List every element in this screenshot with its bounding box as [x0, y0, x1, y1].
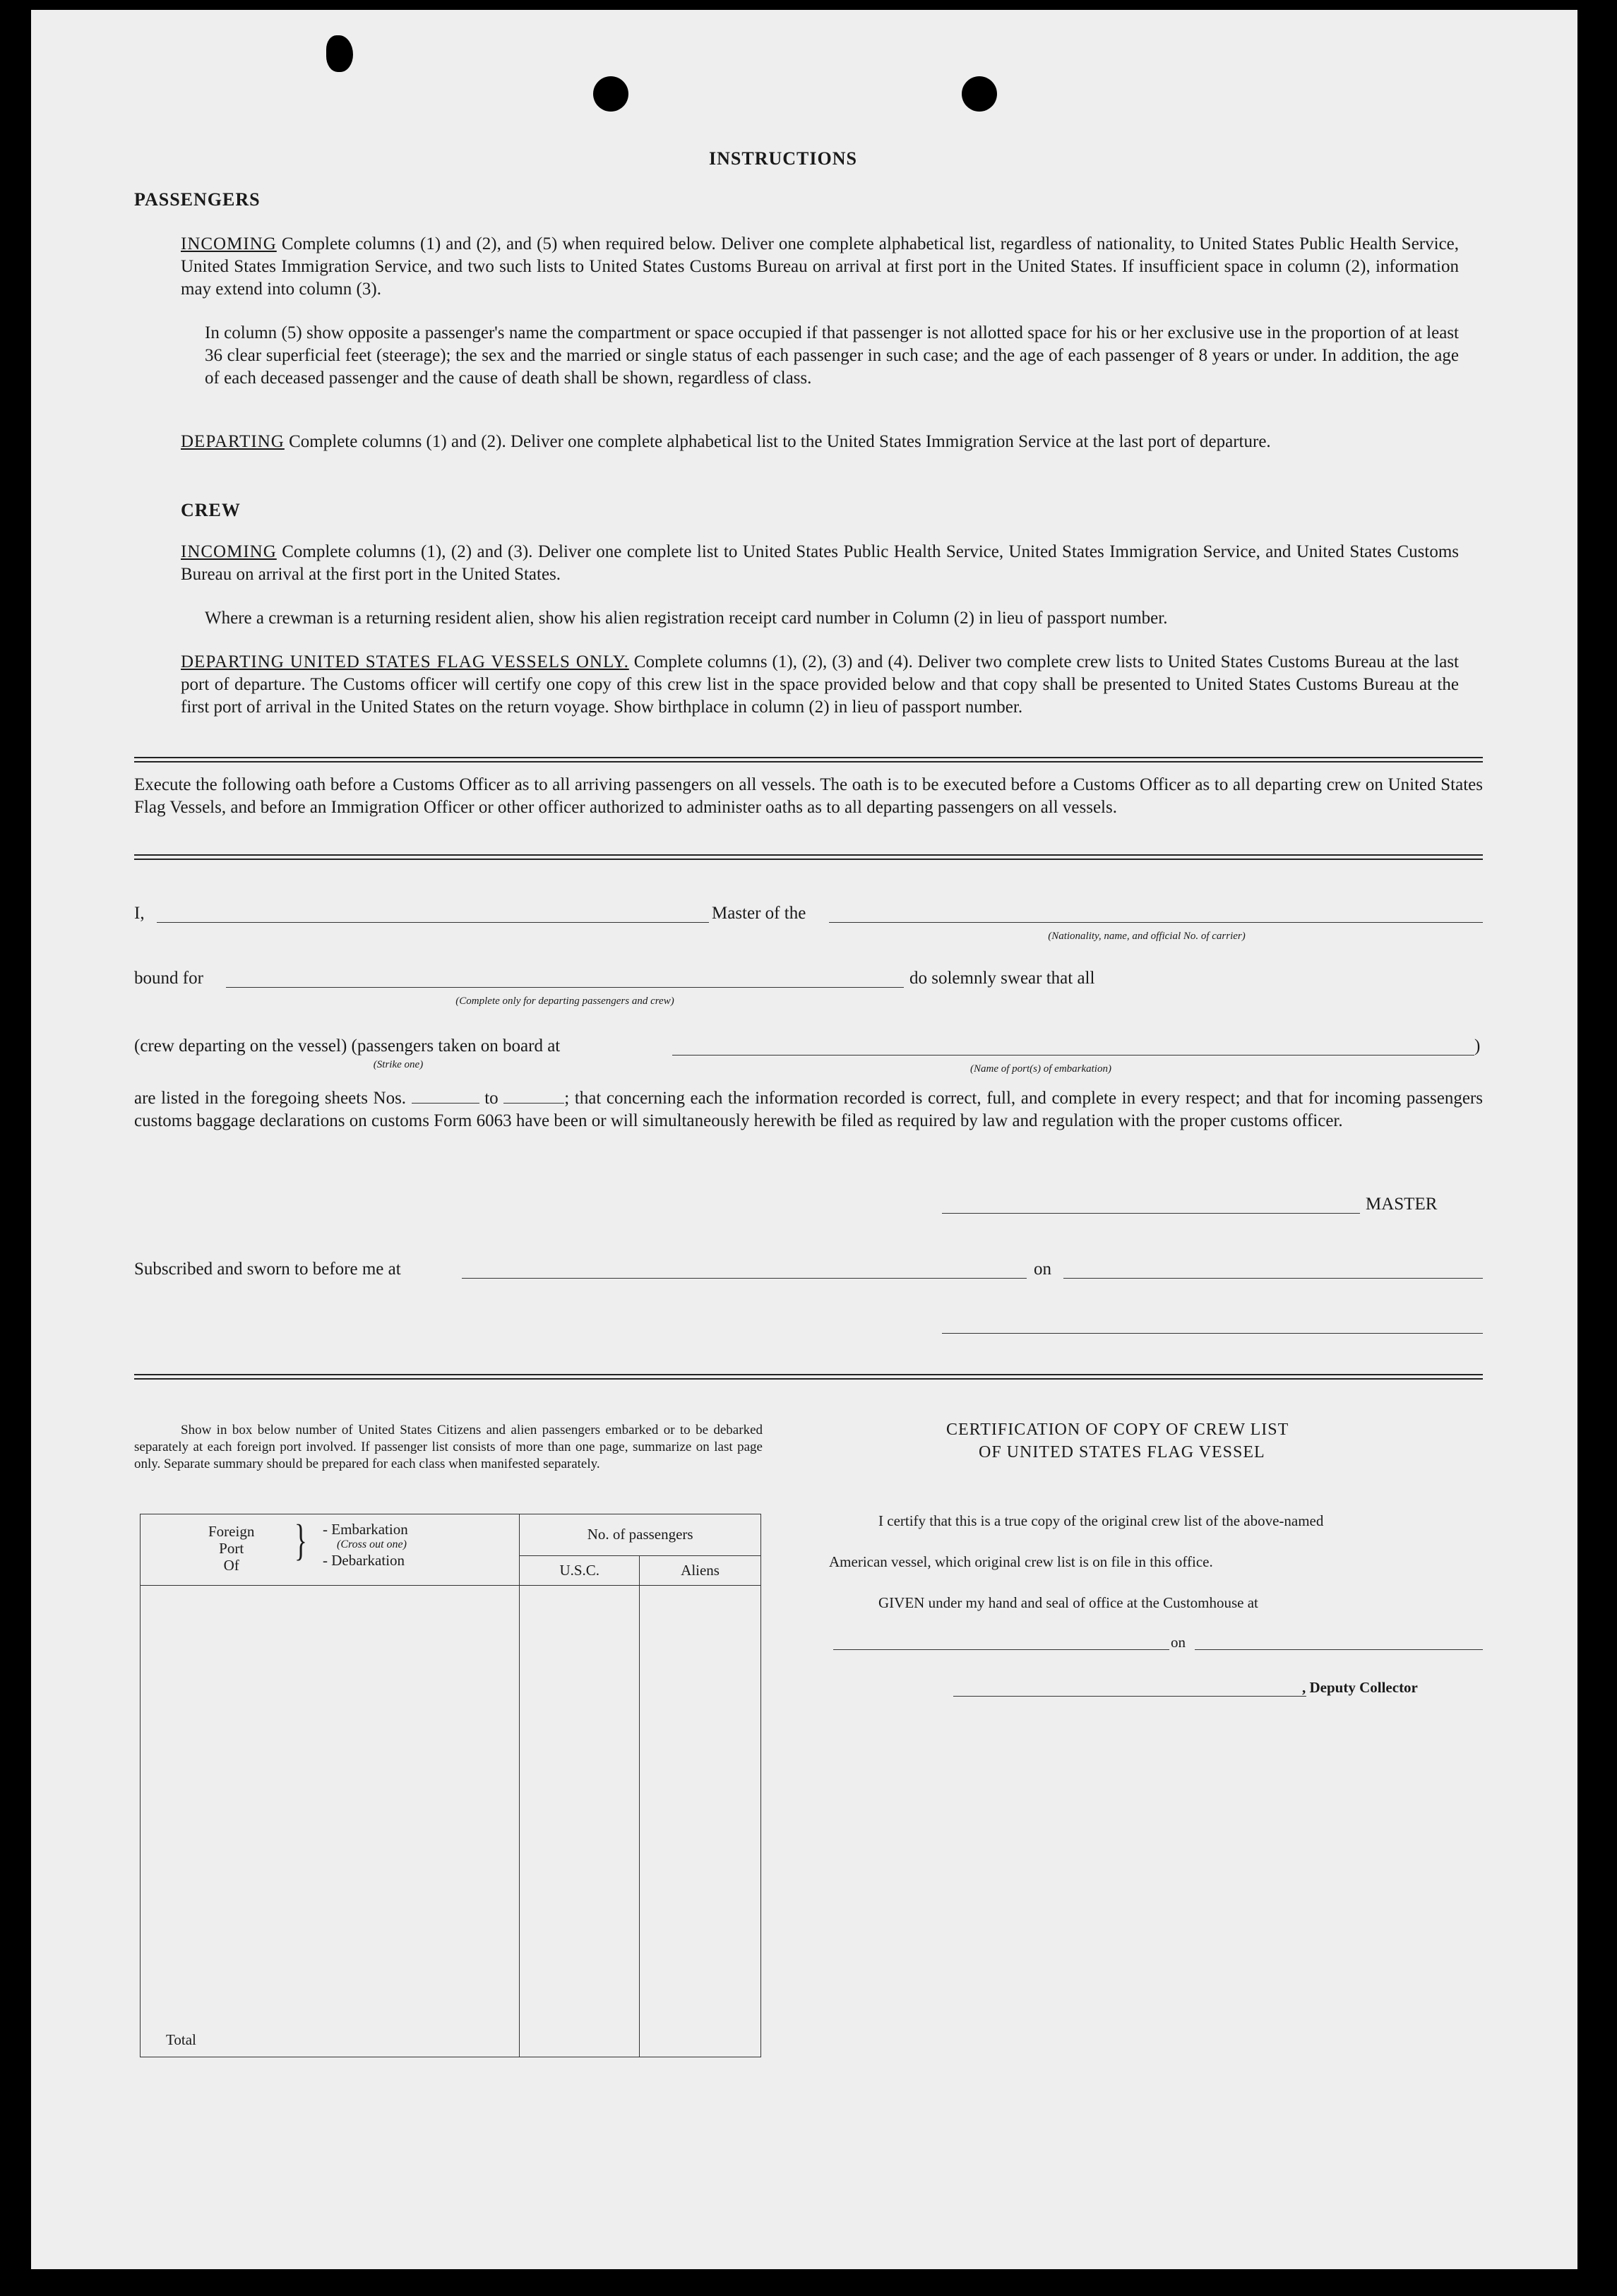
oath-i-label: I,: [134, 904, 145, 923]
aliens-cell[interactable]: [640, 1761, 761, 1805]
usc-cell[interactable]: [520, 1936, 640, 1980]
usc-cell[interactable]: [520, 1673, 640, 1717]
summary-row: [141, 1848, 761, 1892]
port-cell[interactable]: [141, 1586, 520, 1630]
aliens-cell[interactable]: [640, 1673, 761, 1717]
passengers-departing-text: Complete columns (1) and (2). Deliver one complete alphabetical list to the United States Immigration Service at the last port of departure.: [289, 432, 1271, 451]
of-label: Of: [223, 1557, 239, 1574]
aliens-cell[interactable]: [640, 1805, 761, 1848]
subscribed-place-line[interactable]: [462, 1278, 1027, 1279]
total-label: [141, 2023, 520, 2057]
summary-row: [141, 1805, 761, 1848]
embarkation-port-caption: (Name of port(s) of embarkation): [970, 1063, 1111, 1075]
aliens-cell[interactable]: [640, 1717, 761, 1761]
aliens-cell[interactable]: [640, 1980, 761, 2023]
port-cell[interactable]: [141, 1848, 520, 1892]
total-text: Total: [166, 2031, 196, 2048]
officer-signature-line[interactable]: [942, 1333, 1483, 1334]
deputy-signature-line[interactable]: [953, 1696, 1306, 1697]
master-signature-line[interactable]: [942, 1213, 1360, 1214]
aliens-cell[interactable]: [640, 1848, 761, 1892]
port-cell[interactable]: [141, 1980, 520, 2023]
listed-to: to: [484, 1089, 499, 1108]
summary-row: [141, 1892, 761, 1936]
section-divider: [134, 757, 1483, 763]
port-cell[interactable]: [141, 1717, 520, 1761]
foreign-label: Foreign: [208, 1523, 255, 1540]
punch-hole-left: [593, 76, 628, 112]
master-of-label: Master of the: [709, 904, 808, 923]
passenger-summary-table: [140, 1514, 761, 2057]
certification-on-label: on: [1171, 1634, 1186, 1651]
summary-row: [141, 1761, 761, 1805]
summary-row: [141, 1717, 761, 1761]
usc-cell[interactable]: [520, 1848, 640, 1892]
port-label: Port: [219, 1540, 244, 1557]
usc-cell[interactable]: [520, 1980, 640, 2023]
usc-cell[interactable]: [520, 1630, 640, 1673]
port-cell[interactable]: [141, 1936, 520, 1980]
subscribed-on-label: on: [1034, 1260, 1051, 1279]
usc-cell[interactable]: [520, 1805, 640, 1848]
crew-incoming-label: INCOMING: [181, 542, 277, 561]
summary-instructions: Show in box below number of United States Citizens and alien passengers embarked or to be debarked separately at each foreign port involved. If passenger list consists of more than one page, summarize on last page only. Separate summary should be prepared for each class when manifested separately.: [134, 1423, 763, 1471]
passengers-departing-label: DEPARTING: [181, 432, 285, 451]
usc-cell[interactable]: [520, 1586, 640, 1630]
crew-heading: CREW: [181, 500, 241, 520]
deputy-collector-label: , Deputy Collector: [1302, 1679, 1418, 1696]
oath-divider: [134, 854, 1483, 860]
summary-row: [141, 1936, 761, 1980]
total-aliens-cell[interactable]: [640, 2023, 761, 2057]
bound-for-line[interactable]: [226, 987, 904, 988]
passengers-incoming-text: Complete columns (1) and (2), and (5) when required below. Deliver one complete alphabetical list, regardless of nationality, to United States Public Health Service, United States Immigration Service, and two such lists to United States Customs Bureau on arrival at first port in the United States. If insufficient space in column (2), information may extend into column (3).: [181, 234, 1460, 299]
total-usc-cell[interactable]: [520, 2023, 640, 2057]
embarkation-port-line[interactable]: [672, 1055, 1474, 1056]
certification-date-line[interactable]: [1195, 1649, 1483, 1650]
crew-incoming-text: Complete columns (1), (2) and (3). Deliver one complete list to United States Public Health Service, United States Immigration Service, and United States Customs Bureau on arrival at the first port in the United States.: [181, 542, 1460, 584]
certify-line-2: American vessel, which original crew list is on file in this office.: [829, 1553, 1213, 1570]
swear-label: do solemnly swear that all: [909, 969, 1095, 988]
given-line: GIVEN under my hand and seal of office at the Customhouse at: [878, 1594, 1258, 1611]
listed-paragraph: [134, 1087, 1483, 1132]
usc-cell[interactable]: [520, 1892, 640, 1936]
document-page: [31, 10, 1577, 2269]
port-cell[interactable]: [141, 1892, 520, 1936]
passengers-incoming-label: INCOMING: [181, 234, 277, 253]
no-passengers-header: No. of passengers: [520, 1514, 761, 1556]
customhouse-line[interactable]: [833, 1649, 1169, 1650]
passengers-departing-paragraph: [181, 431, 1459, 453]
crew-departing-paragraph: [181, 651, 1459, 719]
summary-row: [141, 1673, 761, 1717]
bottom-divider: [134, 1374, 1483, 1380]
oath-intro-paragraph: Execute the following oath before a Customs Officer as to all arriving passengers on all vessels. The oath is to be executed before a Customs Officer as to all departing crew on United States Flag Vessels, and before an Immigration Officer or other officer authorized to administer oaths as to all departing passengers on all vessels.: [134, 775, 1483, 817]
summary-row: [141, 1630, 761, 1673]
port-cell[interactable]: [141, 1761, 520, 1805]
close-paren: ): [1474, 1036, 1481, 1056]
strike-one-caption: (Strike one): [373, 1059, 424, 1070]
bound-for-label: bound for: [134, 969, 203, 988]
port-cell[interactable]: [141, 1630, 520, 1673]
aliens-cell[interactable]: [640, 1892, 761, 1936]
crew-departing-text: Complete columns (1), (2), (3) and (4). Deliver two complete crew lists to United States Customs Bureau at the last port of departure. The Customs officer will certify one copy of this crew list in the space provided below and that copy shall be presented to United States Customs Bureau at the first port of arrival in the United States on the return voyage. Show birthplace in column (2) in lieu of passport number.: [181, 652, 1459, 717]
debarkation-label: - Debarkation: [323, 1552, 405, 1569]
crew-departing-label: (crew departing on the vessel) (passengers taken on board at: [134, 1036, 561, 1056]
embarkation-label: - Embarkation: [323, 1521, 408, 1538]
aliens-cell[interactable]: [640, 1936, 761, 1980]
crew-resident-paragraph: Where a crewman is a returning resident alien, show his alien registration receipt card number in Column (2) in lieu of passport number.: [205, 609, 1168, 628]
carrier-caption: (Nationality, name, and official No. of carrier): [1048, 931, 1246, 942]
listed-text-b: ; that concerning each the information recorded is correct, full, and complete in every respect; and that for incoming passengers customs baggage declarations on customs Form 6063 have been or will simultaneously herewith be filed as required by law and regulation with the proper customs officer.: [134, 1089, 1483, 1130]
port-cell[interactable]: [141, 1805, 520, 1848]
usc-header: U.S.C.: [520, 1555, 640, 1585]
master-label: MASTER: [1366, 1195, 1438, 1214]
page-title: INSTRUCTIONS: [709, 148, 857, 169]
column5-paragraph: In column (5) show opposite a passenger's name the compartment or space occupied if that passenger is not allotted space for his or her exclusive use in the proportion of at least 36 clear superficial feet (steerage); the sex and the married or single status of each passenger in such case; and the age of each passenger of 8 years or under. In addition, the age of each deceased passenger and the cause of death shall be shown, regardless of class.: [205, 323, 1459, 388]
sheet-to-blank[interactable]: [503, 1103, 564, 1104]
brace-glyph: }: [294, 1517, 307, 1565]
crew-incoming-paragraph: [181, 541, 1459, 586]
ink-blot: [326, 35, 353, 72]
summary-row: [141, 1980, 761, 2023]
aliens-header: Aliens: [640, 1555, 761, 1585]
listed-text-a: are listed in the foregoing sheets Nos.: [134, 1089, 407, 1108]
aliens-cell[interactable]: [640, 1630, 761, 1673]
certification-title-2: OF UNITED STATES FLAG VESSEL: [979, 1443, 1265, 1461]
aliens-cell[interactable]: [640, 1586, 761, 1630]
usc-cell[interactable]: [520, 1717, 640, 1761]
passengers-heading: PASSENGERS: [134, 189, 261, 210]
bound-for-caption: (Complete only for departing passengers and crew): [455, 995, 674, 1007]
carrier-line[interactable]: [829, 922, 1483, 923]
usc-cell[interactable]: [520, 1761, 640, 1805]
cross-out-caption: (Cross out one): [337, 1538, 407, 1550]
sheet-from-blank[interactable]: [412, 1103, 479, 1104]
punch-hole-right: [962, 76, 997, 112]
subscribed-date-line[interactable]: [1063, 1278, 1483, 1279]
crew-departing-label: DEPARTING UNITED STATES FLAG VESSELS ONLY.: [181, 652, 629, 671]
passengers-incoming-paragraph: [181, 233, 1459, 301]
certification-title-1: CERTIFICATION OF COPY OF CREW LIST: [946, 1421, 1289, 1439]
port-cell[interactable]: [141, 1673, 520, 1717]
master-name-line[interactable]: [157, 922, 729, 923]
summary-row: [141, 1586, 761, 1630]
certify-line-1: I certify that this is a true copy of the original crew list of the above-named: [878, 1512, 1324, 1529]
port-header-cell: [141, 1514, 520, 1586]
subscribed-label: Subscribed and sworn to before me at: [134, 1260, 401, 1279]
